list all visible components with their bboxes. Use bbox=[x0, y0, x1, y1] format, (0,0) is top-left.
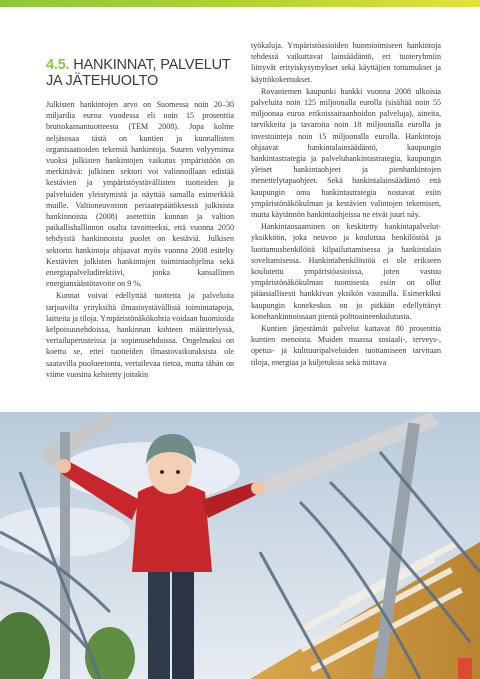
playground-photo bbox=[0, 412, 480, 679]
photo-illustration bbox=[0, 412, 480, 679]
paragraph: työkaluja. Ympäristöasioiden huomioimiseen hankintoja tehdessä vaikuttavat lainsäädäntö, eri tuoteryhmiin liittyvät erityiskysymykset sekä käyttäjien tottumukset ja käyttökokemukset. bbox=[251, 41, 441, 84]
paragraph: Hankintaosaaminen on keskitetty hankintapalvelut-yksikköön, joka neuvoo ja kouluttaa henkilöstöä ja luottamushenkilöitä kilpailuttamisessa ja hankintalain soveltamisessa. Hankintahenkilöstöä ei ole erikseen koulutettu ympäristöasioissa, joten vastuu ympäristönäkökulman tuomisesta esiin on ollut pääasiallisesti hankkivan yksikön vastuulla. Esimerkiksi kaupungin konekeskus on jo pitkään edellyttänyt konehankinnoissaan pientä polttoaineenkulutusta. bbox=[251, 222, 441, 321]
section-number: 4.5. bbox=[46, 57, 70, 73]
section-title: HANKINNAT, PALVELUT JA JÄTEHUOLTO bbox=[46, 57, 231, 89]
section-heading bbox=[46, 57, 236, 89]
right-text-column bbox=[251, 40, 441, 368]
paragraph: Rovaniemen kaupunki hankki vuonna 2008 ulkoisia palveluita noin 125 miljoonalla eurolla (sisältää noin 55 miljoonaa euroa erikoissairaanhoidon palveluja), aineita, tarvikkeita ja tavaroita noin 18 miljoonalla eurolla ja investointeja noin 15 miljoonalla eurolla. Hankintoja ohjaavat hankintalainsäädäntö, kaupungin hankintastrategia ja palveluhankintastrategia, kaupungin yleiset hankintaohjeet ja pienhankintojen menettelytapaohjeet. Sekä hankintalainsäädäntö että kaupungin oma hankintastrategia nostavat esiin ympäristönäkökulman ja kestävien valintojen tekemisen, mutta käytännön hankintaohjeissa ne eivät juuri näy. bbox=[251, 86, 441, 220]
left-text-column bbox=[46, 99, 234, 380]
paragraph: Julkisten hankintojen arvo on Suomessa noin 20–30 miljardia euroa vuodessa eli noin 15 prosenttia bruttokansantuotteesta (TEM 2008). Jopa kolme neljäsosaa tästä on kuntien ja kunnallisten organisaatioiden tekemiä hankintoja. Suuren volyyminsa vuoksi julkisten hankintojen vaikutus ympäristöön on merkittävä: julkinen sektori voi valinnoillaan edistää kestävien ja ympäristöystävällisten tuotteiden ja palveluiden yleistymistä ja näyttää samalla esimerkkiä muille. Valtioneuvoston periaatepäätöksessä julkisista hankinnoista (2008) asetettiin kunnan ja valtion paikallishallinnon osalta tavoitteeksi, että vuonna 2050 tehdyistä hankinnoista puolet on kestäviä. Julkisen sektorin hankintoja ohjaavat myös vuonna 2008 esitelty Kestävien julkisten hankintojen toimintaohjelma sekä energiapalveludirektiivi, jonka kansallinen energiansäästötavoite on 9 %. bbox=[46, 100, 234, 289]
paragraph: Kuntien järjestämät palvelut kattavat 80 prosenttia kuntien menoista. Muiden muassa sosiaali-, terveys-, opetus- ja kulttuuripalveluiden tuottamiseen tarvitaan tiloja, energiaa ja kuljetuksia sekä mittava bbox=[251, 324, 441, 367]
top-color-bar bbox=[0, 0, 480, 7]
paragraph: Kunnat voivat edellyttää tuotteita ja palveluita tarjoavilta yrityksiltä ilmastoystävällisiä toimintatapoja, laitteita ja tiloja. Ympäristönäkökohtia voidaan huomioida kelpoisuusehdoissa, hankinnan kohteen määrittelyssä, vertailuperusteissa ja sopimusehdoissa. Ongelmaksi on koettu se, ettei tuotteiden ilmastovaikutuksista ole saatavilla puolueetonta, vertailevaa tietoa, mutta tähän on viime vuosina kehitetty joitakin bbox=[46, 291, 234, 379]
